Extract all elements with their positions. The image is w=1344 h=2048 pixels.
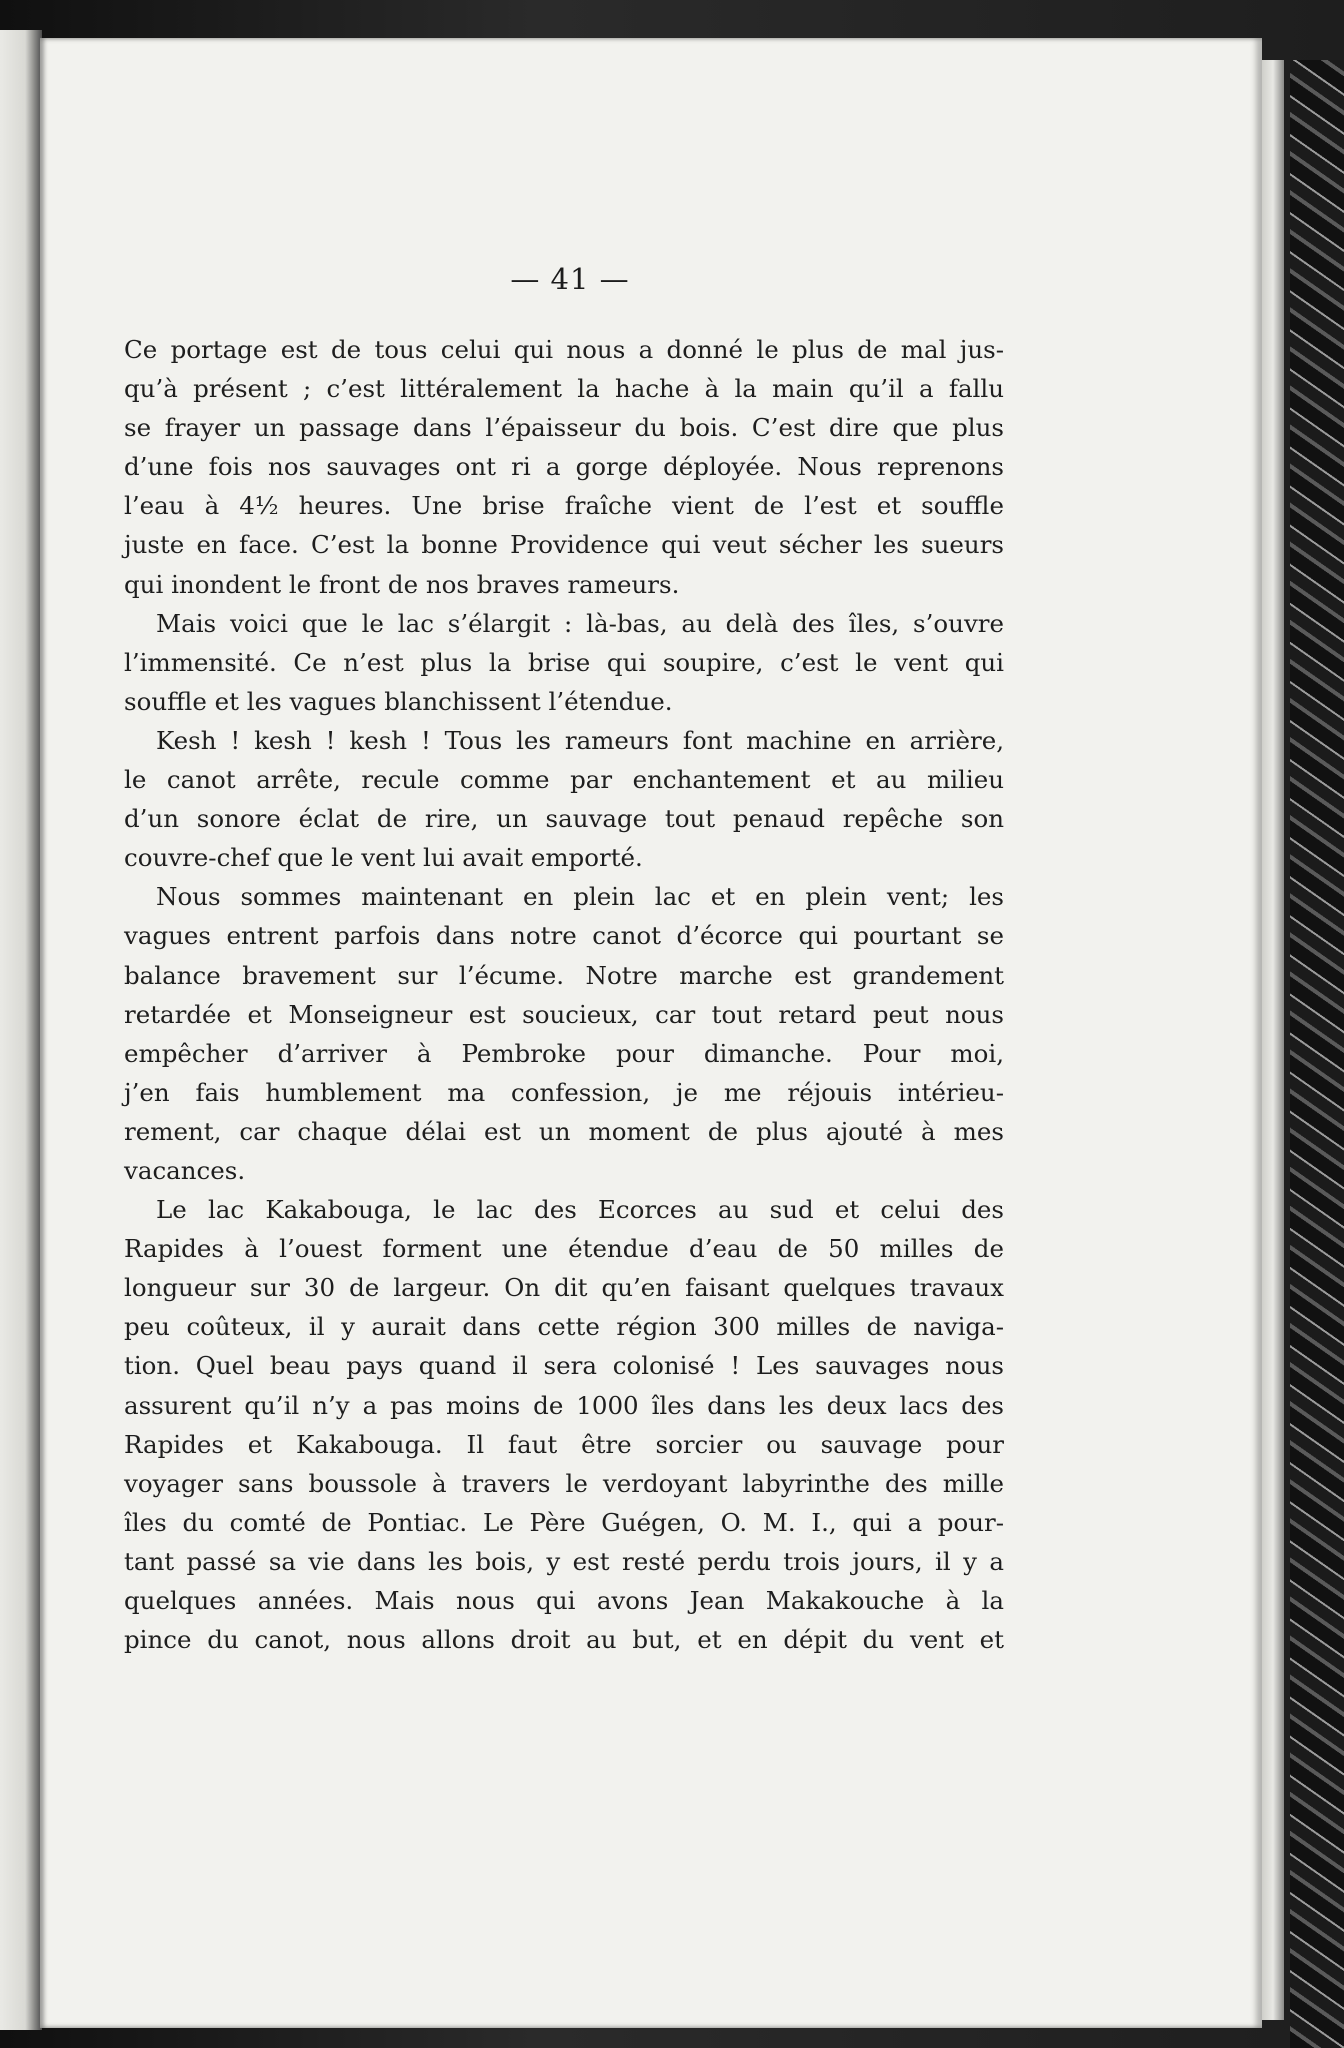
text-line: souffle et les vagues blanchissent l’étendue. [124, 686, 673, 716]
text-line: empêcher d’arriver à Pembroke pour dimanche. Pour moi, [124, 1038, 1004, 1068]
text-line: Mais voici que le lac s’élargit : là-bas, au delà des îles, s’ouvre [156, 608, 1004, 638]
text-line: peu coûteux, il y aurait dans cette région 300 milles de naviga- [124, 1312, 1004, 1342]
text-line: le canot arrête, recule comme par enchantement et au milieu [124, 765, 1004, 795]
text-line: voyager sans boussole à travers le verdoyant labyrinthe des mille [124, 1468, 1004, 1498]
text-line: tant passé sa vie dans les bois, y est resté perdu trois jours, il y a [124, 1546, 1004, 1576]
text-line: j’en fais humblement ma confession, je me réjouis intérieu- [124, 1077, 1004, 1107]
page-number: — 41 — [510, 262, 630, 296]
text-line: quelques années. Mais nous qui avons Jean Makakouche à la [124, 1586, 1004, 1615]
text-line: Rapides à l’ouest forment une étendue d’eau de 50 milles de [124, 1234, 1004, 1264]
text-line: Le lac Kakabouga, le lac des Ecorces au sud et celui des [156, 1195, 1004, 1225]
text-line: vacances. [124, 1155, 246, 1185]
text-line: îles du comté de Pontiac. Le Père Guégen, O. M. I., qui a pour- [124, 1507, 1004, 1537]
facing-page-edge [0, 30, 42, 2030]
body-text [124, 330, 1004, 1659]
text-line: Rapides et Kakabouga. Il faut être sorcier ou sauvage pour [124, 1429, 1004, 1459]
text-line: d’un sonore éclat de rire, un sauvage tout penaud repêche son [124, 804, 1004, 834]
text-line: juste en face. C’est la bonne Providence qui veut sécher les sueurs [124, 530, 1004, 560]
text-line: vagues entrent parfois dans notre canot d’écorce qui pourtant se [124, 921, 1004, 951]
text-line: d’une fois nos sauvages ont ri a gorge déployée. Nous reprenons [124, 452, 1004, 482]
text-line: retardée et Monseigneur est soucieux, car tout retard peut nous [124, 999, 1004, 1029]
text-line: l’immensité. Ce n’est plus la brise qui soupire, c’est le vent qui [124, 647, 1004, 677]
text-line: se frayer un passage dans l’épaisseur du bois. C’est dire que plus [124, 413, 1004, 443]
text-line: longueur sur 30 de largeur. On dit qu’en faisant quelques travaux [124, 1273, 1004, 1303]
text-line: l’eau à 4½ heures. Une brise fraîche vient de l’est et souffle [124, 491, 1004, 521]
text-line: Ce portage est de tous celui qui nous a donné le plus de mal jus- [124, 335, 1004, 364]
text-line: balance bravement sur l’écume. Notre marche est grandement [124, 960, 1004, 990]
text-line: rement, car chaque délai est un moment de plus ajouté à mes [124, 1116, 1004, 1146]
text-line: Kesh ! kesh ! kesh ! Tous les rameurs font machine en arrière, [156, 725, 1004, 755]
page-stack-edge [1262, 60, 1284, 2020]
text-line: qu’à présent ; c’est littéralement la hache à la main qu’il a fallu [124, 374, 1004, 404]
text-line: Nous sommes maintenant en plein lac et en plein vent; les [156, 882, 1004, 912]
text-line: tion. Quel beau pays quand il sera colonisé ! Les sauvages nous [124, 1351, 1004, 1381]
text-line: qui inondent le front de nos braves rameurs. [124, 569, 680, 599]
text-line: couvre-chef que le vent lui avait emporté. [124, 843, 643, 873]
marbled-endpaper [1290, 60, 1344, 2048]
text-line: pince du canot, nous allons droit au but, et en dépit du vent et [124, 1625, 1004, 1655]
text-line: assurent qu’il n’y a pas moins de 1000 îles dans les deux lacs des [124, 1390, 1004, 1420]
